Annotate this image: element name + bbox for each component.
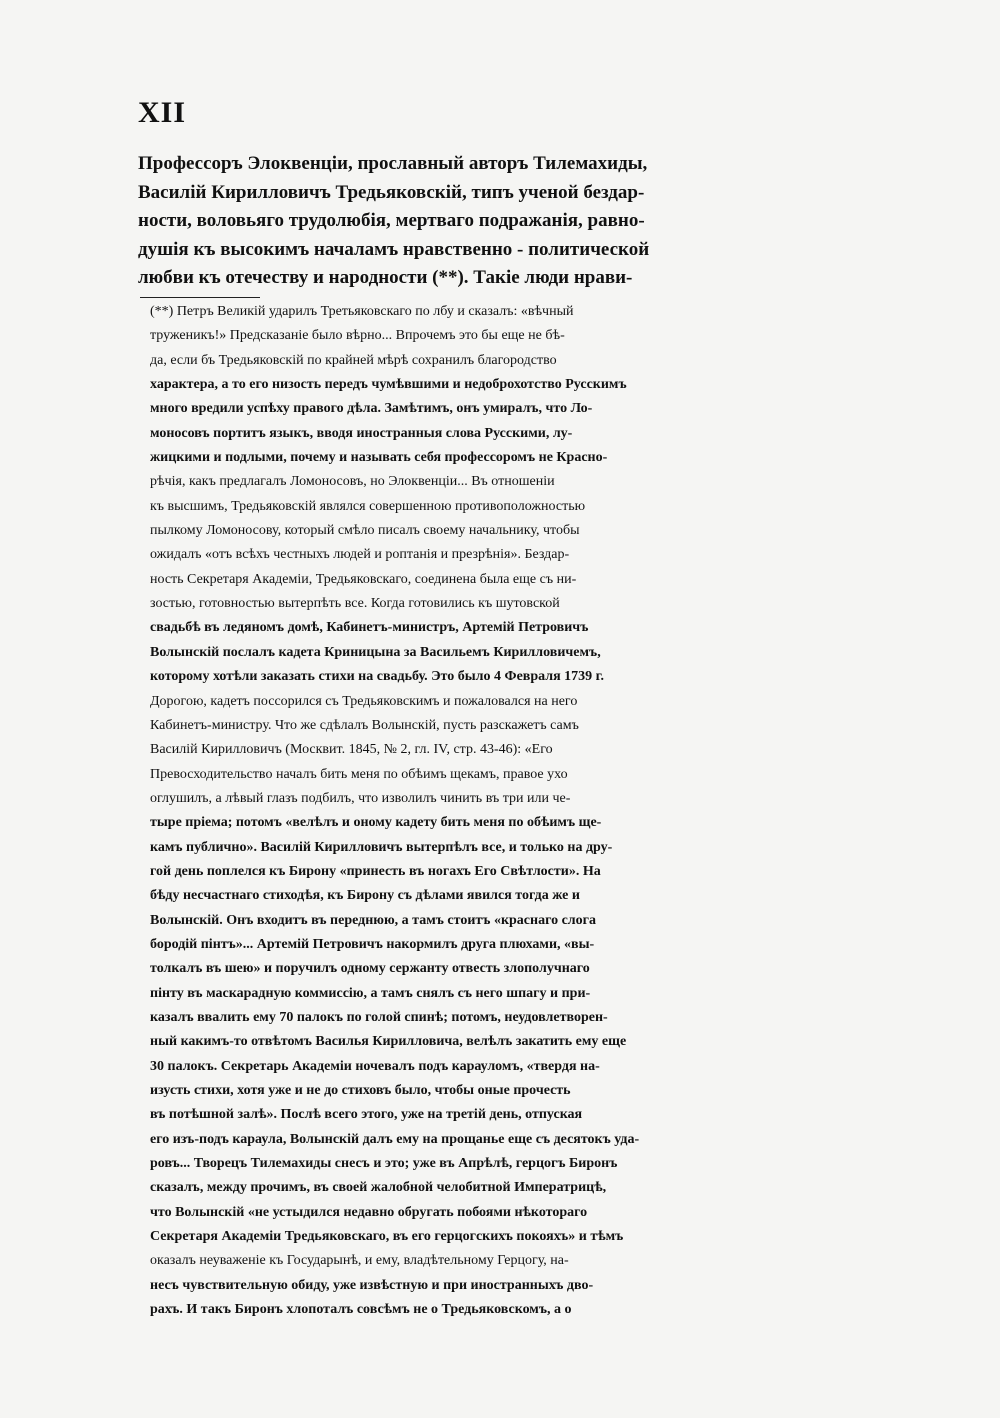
footnote-line: зостью, готовностью вытерпѣть все. Когда готовились къ шутовской xyxy=(150,596,560,612)
footnote-line: ожидалъ «отъ всѣхъ честныхъ людей и роптанія и презрѣнія». Бездар- xyxy=(150,547,570,563)
footnote-line: рахъ. И такъ Биронъ хлопоталъ совсѣмъ не о Тредьяковскомъ, а о xyxy=(150,1302,572,1318)
footnote-line: бородій пінтъ»... Артемій Петровичъ накормилъ друга плюхами, «вы- xyxy=(150,936,595,952)
footnote-line: изусть стихи, хотя уже и не до стиховъ было, чтобы оные прочесть xyxy=(150,1083,571,1098)
footnote-line: казалъ ввалить ему 70 палокъ по голой спинѣ; потомъ, неудовлетворен- xyxy=(150,1009,608,1025)
footnote-line: характера, а то его низость передъ чумѣвшими и недоброхотство Русскимъ xyxy=(150,377,627,393)
footnote-line: да, если бъ Тредьяковскій по крайней мѣрѣ сохранилъ благородство xyxy=(150,352,557,368)
footnote-line: бѣду несчастнаго стиходѣя, къ Бирону съ дѣлами явился тогда же и xyxy=(150,888,580,904)
footnote-separator xyxy=(140,297,260,298)
footnote-line: свадьбѣ въ ледяномъ домѣ, Кабинетъ-министръ, Артемій Петровичъ xyxy=(150,620,589,636)
footnote-line: его изъ-подъ караула, Волынскій далъ ему на прощанье еще съ десятокъ уда- xyxy=(150,1131,640,1147)
footnote-line: оглушилъ, а лѣвый глазъ подбилъ, что изволилъ чинить въ три или че- xyxy=(150,790,571,806)
footnote-line: ность Секретаря Академіи, Тредьяковскаго, соединена была еще съ ни- xyxy=(150,571,577,587)
footnote-line: толкалъ въ шею» и поручилъ одному сержанту отвесть злополучнаго xyxy=(150,961,590,977)
main-text-line: Василій Кирилловичъ Тредьяковскій, типъ ученой бездар- xyxy=(138,181,645,203)
footnote-line: Превосходительство началъ бить меня по обѣимъ щекамъ, правое ухо xyxy=(150,766,568,782)
main-text-line: ности, воловьяго трудолюбія, мертваго подражанія, равно- xyxy=(138,210,645,231)
main-text-line: душія къ высокимъ началамъ нравственно - политической xyxy=(138,238,650,260)
main-text-line: любви къ отечеству и народности (**). Такіе люди нрави- xyxy=(138,267,633,288)
footnote-line: ный какимъ-то отвѣтомъ Василья Кирилловича, велѣлъ закатить ему еще xyxy=(150,1034,627,1050)
footnote-line: ровъ... Творецъ Тилемахиды снесъ и это; уже въ Апрѣлѣ, герцогъ Биронъ xyxy=(150,1156,618,1172)
page-number: XII xyxy=(138,96,187,129)
footnote-line: (**) Петръ Великій ударилъ Третьяковскаго по лбу и сказалъ: «вѣчный xyxy=(150,304,574,319)
footnote-line: гой день поплелся къ Бирону «принесть въ ногахъ Его Свѣтлости». На xyxy=(150,863,601,879)
footnote xyxy=(150,300,776,1322)
footnote-line: сказалъ, между прочимъ, въ своей жалобной челобитной Императрицѣ, xyxy=(150,1180,607,1196)
footnote-line: несъ чувствительную обиду, уже извѣстную и при иностранныхъ дво- xyxy=(150,1277,594,1293)
footnote-line: которому хотѣли заказать стихи на свадьбу. Это было 4 Февраля 1739 г. xyxy=(150,669,604,685)
main-paragraph xyxy=(138,150,780,293)
footnote-line: труженикъ!» Предсказаніе было вѣрно... Впрочемъ это бы еще не бѣ- xyxy=(150,328,565,344)
footnote-line: много вредили успѣху правого дѣла. Замѣтимъ, онъ умиралъ, что Ло- xyxy=(150,401,593,417)
main-text-line: Профессоръ Элоквенціи, прославный авторъ Тилемахиды, xyxy=(138,153,648,174)
footnote-line: Волынскій послалъ кадета Криницына за Васильемъ Кирилловичемъ, xyxy=(150,644,601,660)
footnote-line: рѣчія, какъ предлагалъ Ломоносовъ, но Элоквенціи... Въ отношеніи xyxy=(150,474,555,490)
footnote-line: камъ публично». Василій Кирилловичъ вытерпѣлъ все, и только на дру- xyxy=(150,839,613,855)
footnote-line: 30 палокъ. Секретарь Академіи ночевалъ подъ карауломъ, «твердя на- xyxy=(150,1058,600,1074)
footnote-line: пінту въ маскарадную коммиссію, а тамъ снялъ съ него шпагу и при- xyxy=(150,985,591,1001)
footnote-line: Секретаря Академіи Тредьяковскаго, въ его герцогскихъ покояхъ» и тѣмъ xyxy=(150,1229,624,1245)
footnote-line: моносовъ портитъ языкъ, вводя иностранныя слова Русскими, лу- xyxy=(150,425,573,441)
footnote-line: въ потѣшной залѣ». Послѣ всего этого, уже на третій день, отпуская xyxy=(150,1107,583,1123)
footnote-line: Кабинетъ-министру. Что же сдѣлалъ Волынскій, пусть разскажетъ самъ xyxy=(150,717,579,733)
footnote-line: жицкими и подлыми, почему и называть себя профессоромъ не Красно- xyxy=(150,450,608,466)
footnote-line: къ высшимъ, Тредьяковскій являлся совершенною противоположностью xyxy=(150,498,586,514)
footnote-line: пылкому Ломоносову, который смѣло писалъ своему начальнику, чтобы xyxy=(150,523,580,539)
footnote-line: тыре пріема; потомъ «велѣлъ и оному кадету бить меня по обѣимъ ще- xyxy=(150,815,602,831)
footnote-line: оказалъ неуваженіе къ Государынѣ, и ему, владѣтельному Герцогу, на- xyxy=(150,1253,569,1269)
footnote-line: Василій Кирилловичъ (Москвит. 1845, № 2, гл. IV, стр. 43-46): «Его xyxy=(150,742,553,758)
footnote-line: что Волынскій «не устыдился недавно обругать побоями нѣкотораго xyxy=(150,1204,588,1220)
footnote-line: Волынскій. Онъ входитъ въ переднюю, а тамъ стоитъ «краснаго слога xyxy=(150,912,597,928)
footnote-line: Дорогою, кадетъ поссорился съ Тредьяковскимъ и пожаловался на него xyxy=(150,693,578,709)
